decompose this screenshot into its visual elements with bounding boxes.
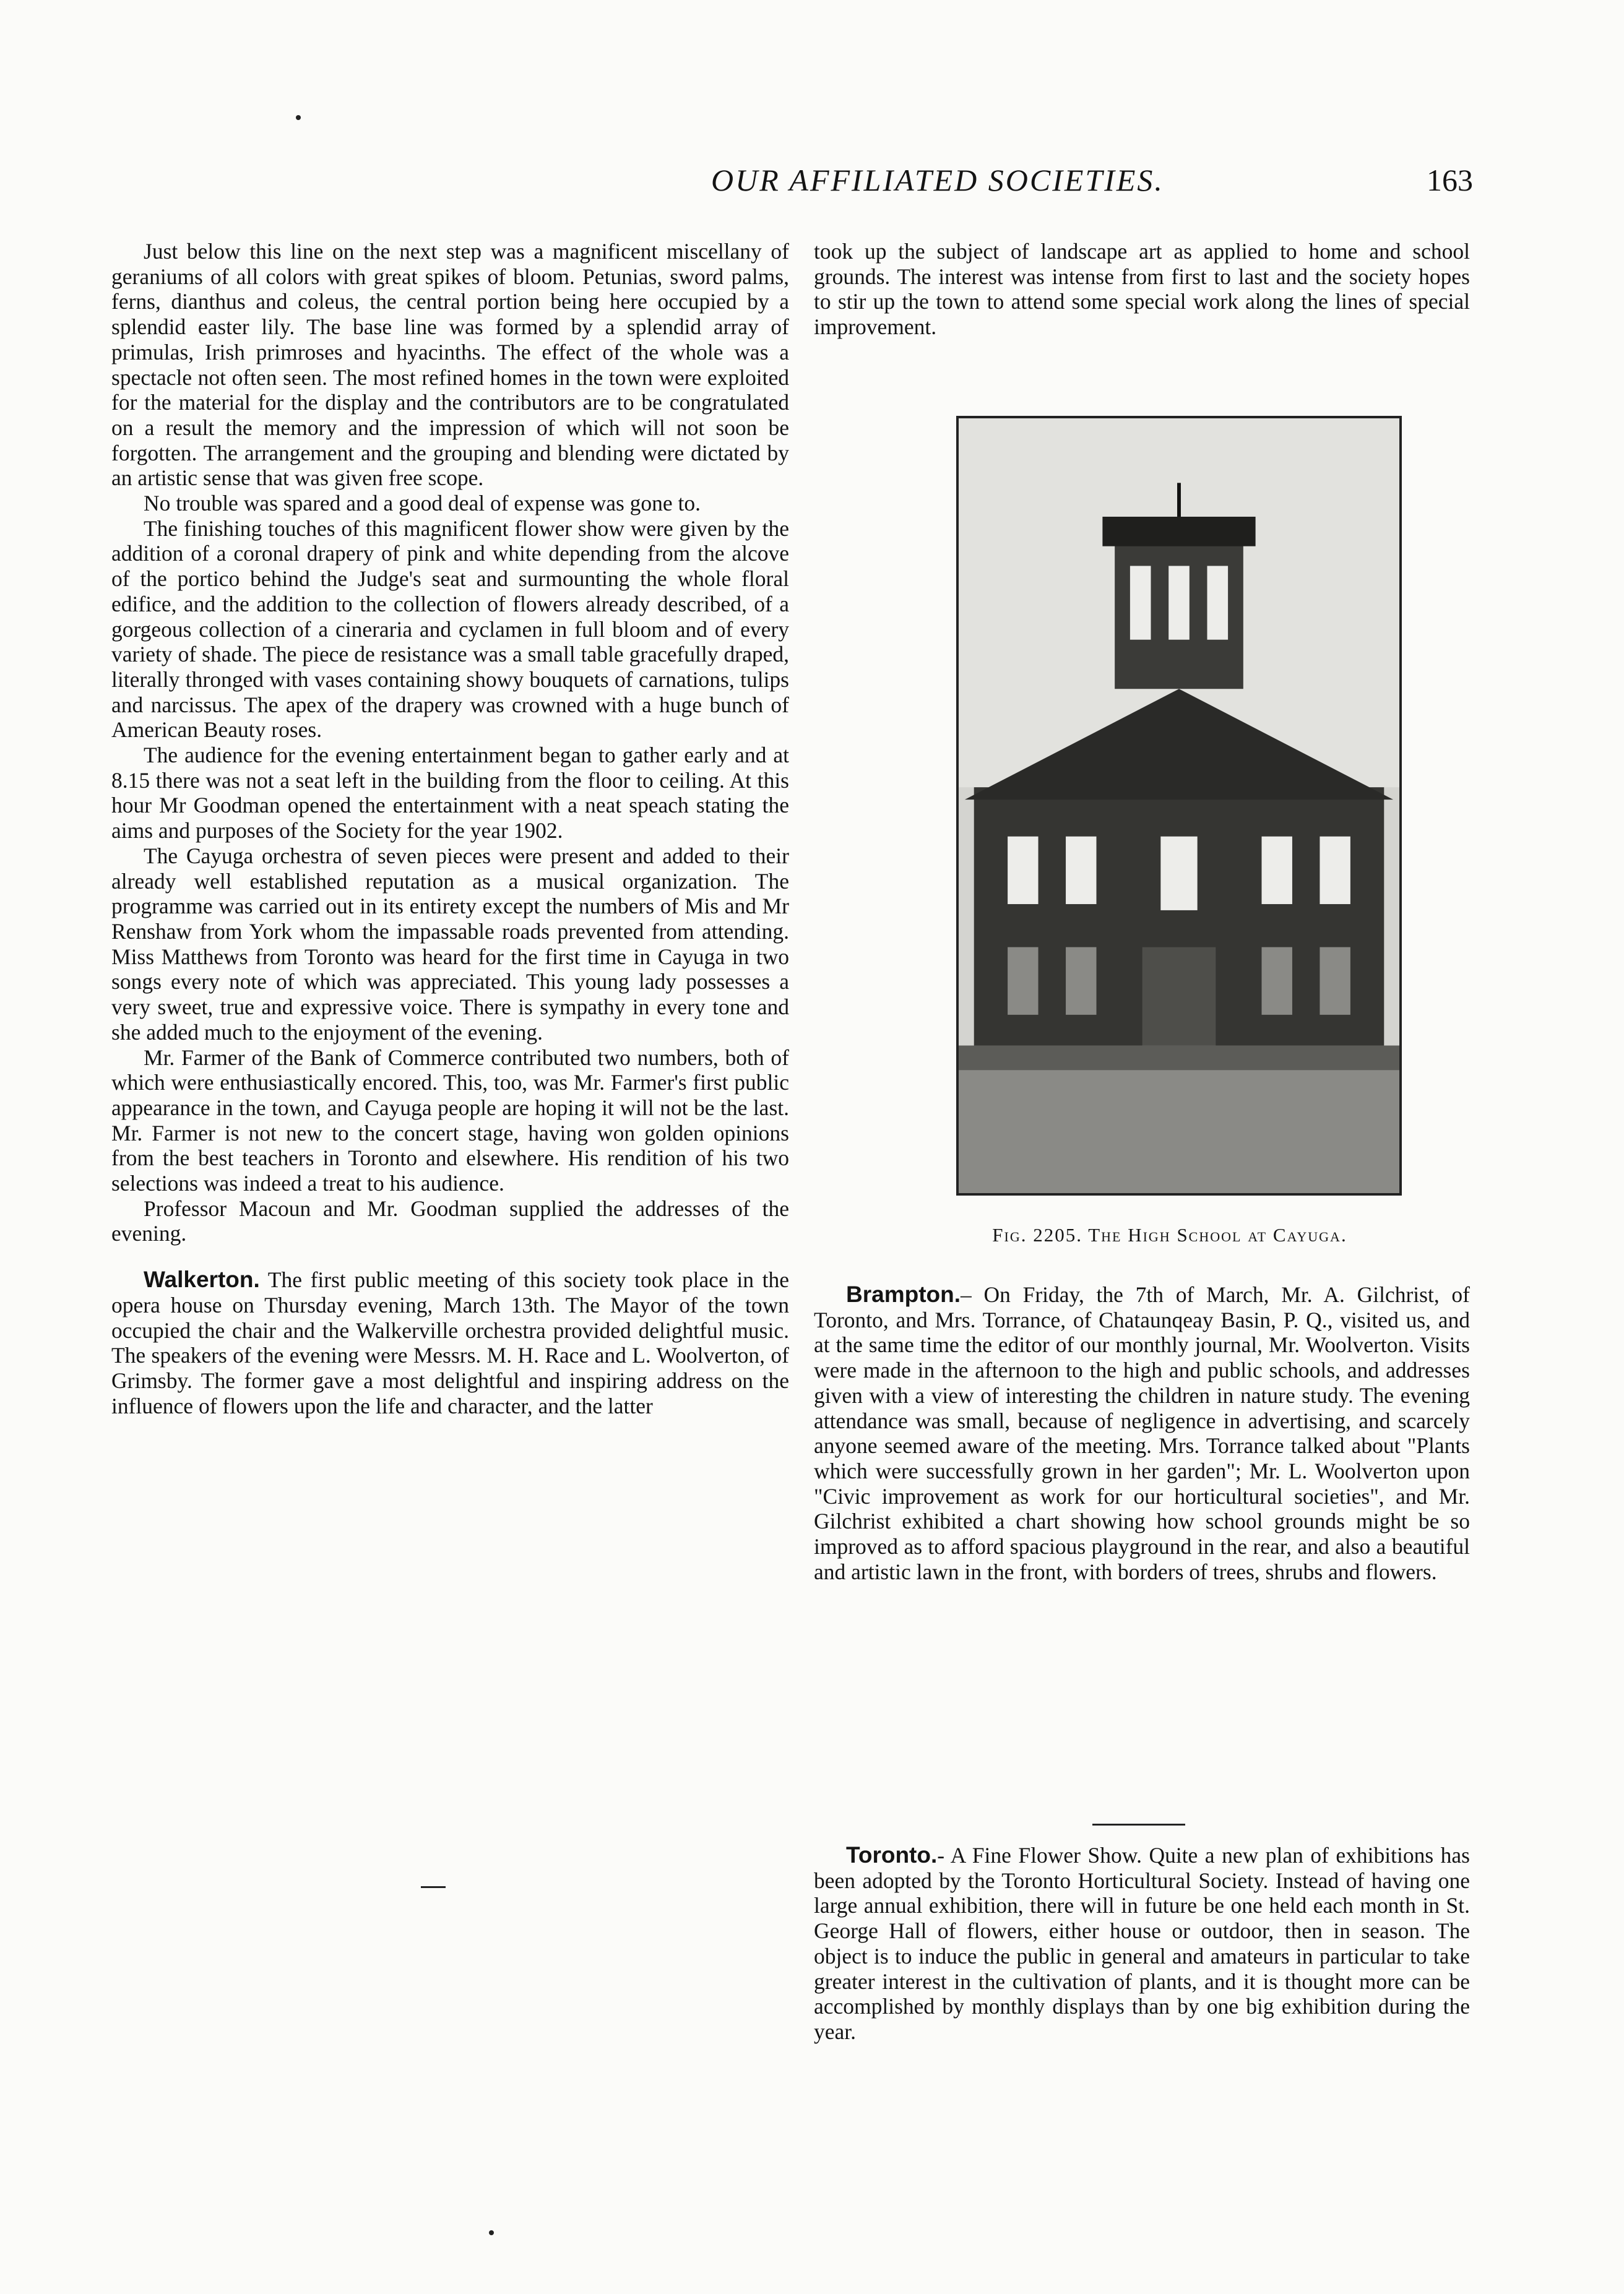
section-divider <box>1092 1824 1185 1826</box>
school-building-illustration <box>959 418 1399 1193</box>
right-column-bottom <box>814 1843 1470 2045</box>
brampton-section <box>814 1282 1470 1584</box>
figure-high-school-photo <box>956 416 1402 1196</box>
toronto-section <box>814 1843 1470 2045</box>
section-heading-walkerton: Walkerton. <box>144 1267 260 1293</box>
paragraph: Just below this line on the next step was a magnificent miscellany of geraniums of all colors with great spikes of bloom. Petunias, sword palms, ferns, dianthus and coleus, the central portion being here occupied by a splendid easter lily. The base line was formed by a splendid array of primulas, Irish primroses and hyacinths. The effect of the whole was a spectacle not often seen. The most refined homes in the town were exploited for the material for the display and the contributors are to be congratulated on a result the memory and the impression of which will not soon be forgotten. The arrangement and the grouping and blending were dictated by an artistic sense that was given free scope. <box>111 239 789 491</box>
paragraph: took up the subject of landscape art as applied to home and school grounds. The interest was intense from first to last and the society hopes to stir up the town to attend some special work along the lines of special improvement. <box>814 239 1470 340</box>
paragraph: The finishing touches of this magnificent flower show were given by the addition of a coronal drapery of pink and white depending from the alcove of the portico behind the Judge's seat and surmounting the whole floral edifice, and the addition to the collection of flowers already described, of a gorgeous collection of a cineraria and cyclamen in full bloom and of every variety of shade. The piece de resistance was a small table gracefully draped, literally thronged with vases containing showy bouquets of carnations, tulips and narcissus. The apex of the drapery was crowned with a huge bunch of American Beauty roses. <box>111 515 789 743</box>
toronto-text: - A Fine Flower Show. Quite a new plan of exhibitions has been adopted by the Toronto Horticultural Society. Instead of having one large annual exhibition, there will in future be one held each month in St. George Hall of flowers, either house or outdoor, then in season. The object is to induce the public in general and amateurs in particular to take greater interest in the cultivation of plants, and it is thought more can be accomplished by monthly displays than by one big exhibition during the year. <box>814 1843 1470 2044</box>
right-column-lower <box>814 1282 1470 1584</box>
paragraph: The audience for the evening entertainment began to gather early and at 8.15 there was not a seat left in the building from the floor to ceiling. At this hour Mr Goodman opened the entertainment with a neat speach stating the aims and purposes of the Society for the year 1902. <box>111 743 789 843</box>
section-heading-brampton: Brampton. <box>846 1282 961 1307</box>
paragraph: No trouble was spared and a good deal of expense was gone to. <box>144 491 701 516</box>
walkerton-text: The first public meeting of this society took place in the opera house on Thursday evening, March 13th. The Mayor of the town occupied the chair and the Walkerville orchestra provided delightful music. The speakers of the evening were Messrs. M. H. Race and L. Woolverton, of Grimsby. The former gave a most delightful and inspiring address on the influence of flowers upon the life and character, and the latter <box>111 1267 790 1418</box>
left-column <box>111 239 789 1418</box>
paragraph: Mr. Farmer of the Bank of Commerce contributed two numbers, both of which were enthusiastically encored. This, too, was Mr. Farmer's first public appearance in the town, and Cayuga people are hoping it will not be the last. Mr. Farmer is not new to the concert stage, having won golden opinions from the best teachers in Toronto and elsewhere. His rendition of his two selections was indeed a treat to his audience. <box>111 1045 789 1196</box>
paragraph: The Cayuga orchestra of seven pieces were present and added to their already well established reputation as a musical organization. The programme was carried out in its entirety except the numbers of Mis and Mr Renshaw from York whom the impassable roads prevented from attending. Miss Matthews from Toronto was heard for the first time in Cayuga in two songs every note of which was appreciated. This young lady possesses a very sweet, true and expressive voice. There is sympathy in every tone and she added much to the enjoyment of the evening. <box>111 843 789 1045</box>
right-column <box>814 239 1470 340</box>
figure-caption: Fig. 2205. The High School at Cayuga. <box>992 1224 1347 1246</box>
page-number: 163 <box>1427 163 1473 197</box>
running-header: OUR AFFILIATED SOCIETIES. <box>711 163 1164 197</box>
section-divider <box>421 1886 446 1888</box>
section-heading-toronto: Toronto. <box>846 1842 938 1868</box>
brampton-text: – On Friday, the 7th of March, Mr. A. Gilchrist, of Toronto, and Mrs. Torrance, of Chataunqeay Basin, P. Q., visited us, and at the same time the editor of our monthly journal, Mr. Woolverton. Visits were made in the afternoon to the high and public schools, and addresses given with a view of interesting the children in nature study. The evening attendance was small, because of negligence in advertising, and scarcely anyone seemed aware of the meeting. Mrs. Torrance talked about "Plants which were successfully grown in her garden"; Mr. L. Woolverton upon "Civic improvement as work for our horticultural societies", and Mr. Gilchrist exhibited a chart showing how school grounds might be so improved as to afford spacious playground in the rear, and also a beautiful and artistic lawn in the front, with borders of trees, shrubs and flowers. <box>814 1282 1470 1584</box>
walkerton-section <box>111 1267 789 1418</box>
page-speck-bottom <box>489 2230 494 2235</box>
paragraph: Professor Macoun and Mr. Goodman supplied the addresses of the evening. <box>111 1196 789 1246</box>
page-speck-top <box>296 115 301 120</box>
